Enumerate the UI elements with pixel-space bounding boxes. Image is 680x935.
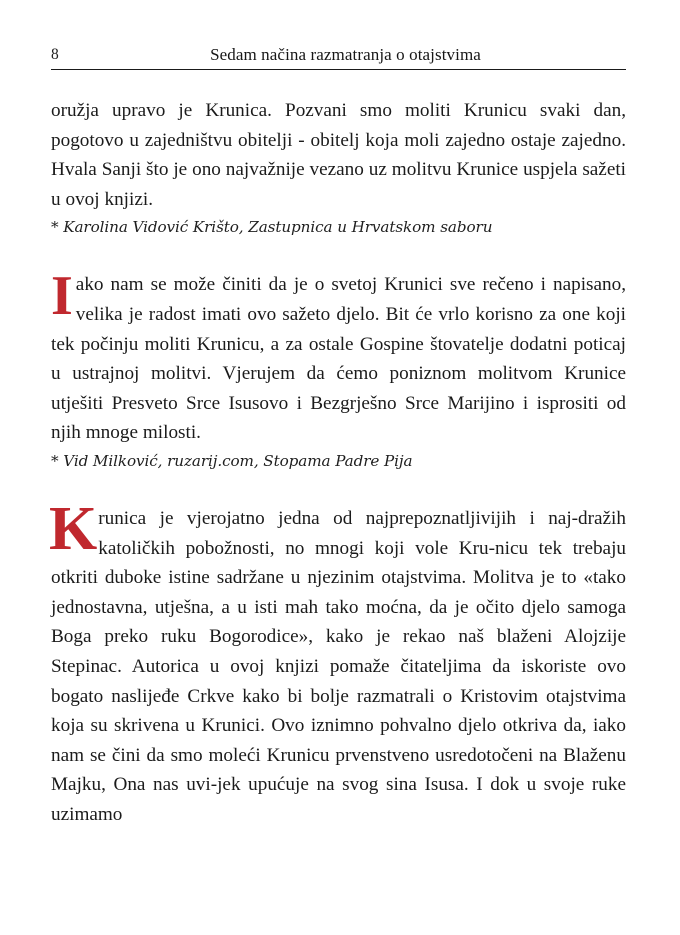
drop-cap-letter-k: K	[49, 494, 98, 563]
attribution-testimonial-2: * Vid Milković, ruzarij.com, Stopama Padre Pija	[51, 451, 413, 470]
block-spacer-2	[51, 474, 626, 504]
paragraph-testimonial-3-text: runica je vjerojatno jedna od najprepoznatljivijih i naj-dražih katoličkih pobožnosti, no mnogi koji vole Kru-nicu tek trebaju otkriti duboke istine sadržane u njezinim otajstvima. Molitva je to «tako jednostavna, utješna, a u isti mah tako moćna, da je očito djelo samoga Boga preko ruku Bogorodice», kako je rekao naš blaženi Alojzije Stepinac. Autorica u ovoj knjizi pomaže čitateljima da iskoriste ovo bogato naslijeđe Crkve kako bi bolje razmatrali o Kristovim otajstvima koja su skrivena u Krunici. Ovo iznimno pohvalno djelo otkriva da, iako nam se čini da smo moleći Krunicu prvenstveno usredotočeni na Blaženu Majku, Ona nas uvi-jek upućuje na svog sina Isusa. I dok u svoje ruke uzimamo	[51, 507, 626, 825]
paragraph-testimonial-1: oružja upravo je Krunica. Pozvani smo moliti Krunicu svaki dan, pogotovo u zajedništvu obitelji - obitelj koja moli zajedno ostaje zajedno. Hvala Sanji što je ono najvažnije vezano uz molitvu Krunice uspjela sažeti u ovoj knjizi.	[51, 100, 626, 210]
running-head	[51, 44, 626, 74]
attribution-testimonial-1: * Karolina Vidović Krišto, Zastupnica u Hrvatskom saboru	[51, 218, 493, 237]
drop-cap-letter-i: I	[51, 265, 73, 328]
running-head-title: Sedam načina razmatranja o otajstvima	[210, 45, 481, 64]
paragraph-testimonial-2	[51, 265, 626, 448]
paragraph-testimonial-3	[49, 494, 626, 830]
body-text	[51, 96, 626, 829]
paragraph-testimonial-2-text: ako nam se može činiti da je o svetoj Krunici sve rečeno i napisano, velika je radost imati ovo sažeto djelo. Bit će vrlo korisno za one koji tek počinju moliti Krunicu, a za ostale Gospine štovatelje dodatni poticaj u ustrajnoj molitvi. Vjerujem da ćemo poniznom molitvom Krunice utješiti Presveto Srce Isusovo i Bezgrješno Srce Marijino i isprositi od njih mnoge milosti.	[51, 274, 626, 444]
page-content	[51, 44, 626, 829]
page-number: 8	[51, 46, 59, 63]
block-spacer-1	[51, 240, 626, 270]
header-rule	[51, 69, 626, 70]
